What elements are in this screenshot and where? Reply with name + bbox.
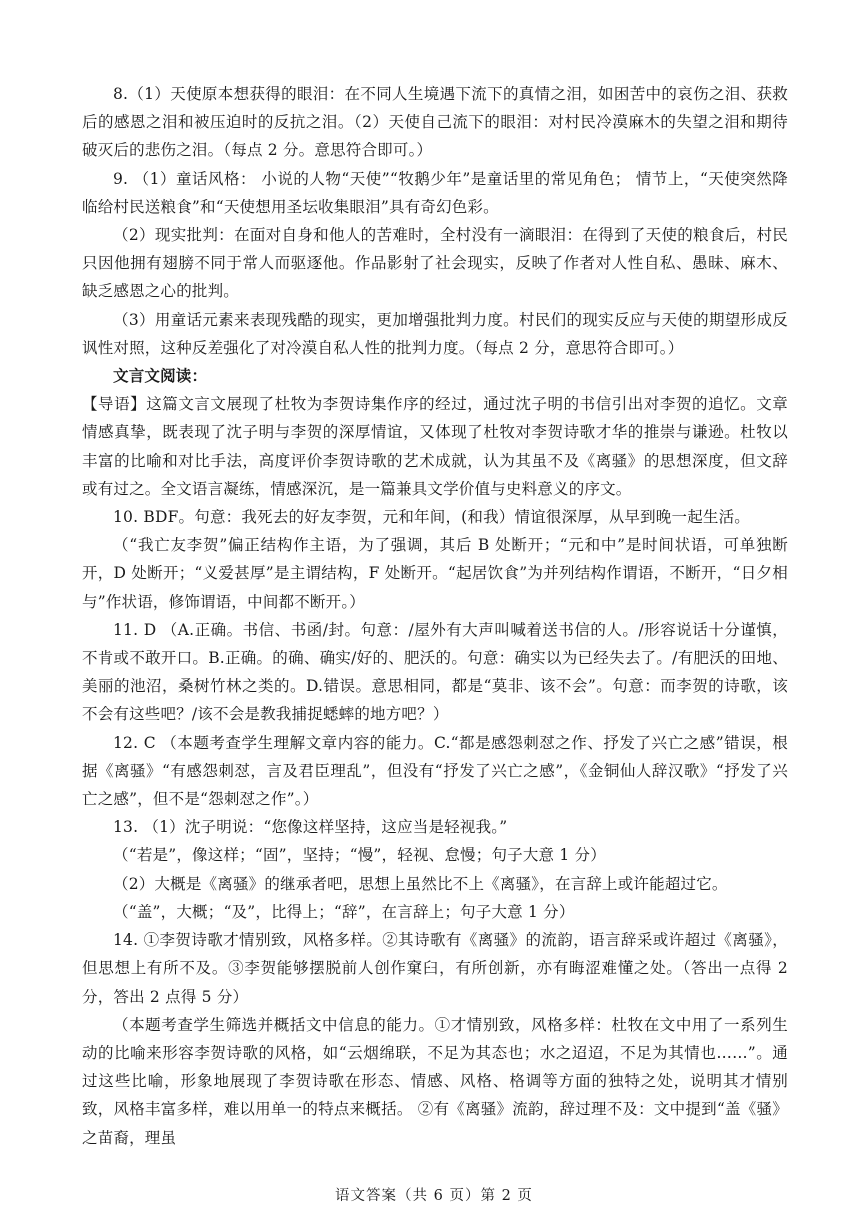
answer-q8: 8.（1）天使原本想获得的眼泪：在不同人生境遇下流下的真情之泪，如困苦中的哀伤之泪、获救后的感恩之泪和被压迫时的反抗之泪。（2）天使自己流下的眼泪：对村民冷漠麻木的失望之泪和期待破灭后的悲伤之泪。（每点 2 分。意思符合即可。） — [82, 85, 788, 160]
answer-q10: 10. BDF。句意：我死去的好友李贺，元和年间，(和我）情谊很深厚，从早到晚一起生活。 — [113, 508, 750, 527]
section-heading-classical-chinese: 文言文阅读： — [113, 366, 208, 386]
answer-q14: 14. ①李贺诗歌才情别致，风格多样。②其诗歌有《离骚》的流韵，语言辞采或许超过《离骚》，但思想上有所不及。③李贺能够摆脱前人创作窠臼，有所创新，亦有晦涩难懂之处。（答出一点得 2 分，答出 2 点得 5 分） — [82, 931, 788, 1006]
answer-q9-part3: （3）用童话元素来表现残酷的现实，更加增强批判力度。村民们的现实反应与天使的期望形成反讽性对照，这种反差强化了对冷漠自私人性的批判力度。（每点 2 分，意思符合即可。） — [82, 310, 788, 357]
answer-q9-part1: 9. （1）童话风格： 小说的人物“天使”“牧鹅少年”是童话里的常见角色； 情节上，“天使突然降临给村民送粮食”和“天使想用圣坛收集眼泪”具有奇幻色彩。 — [82, 169, 788, 216]
answer-q10-explanation: （“我亡友李贺”偏正结构作主语，为了强调，其后 B 处断开；“元和中”是时间状语，可单独断开，D 处断开；“义爱甚厚”是主谓结构，F 处断开。“起居饮食”为并列结构作谓语，不断开，“日夕相与”作状语，修饰谓语，中间都不断开。） — [82, 536, 788, 611]
answer-q13-part2: （2）大概是《离骚》的继承者吧，思想上虽然比不上《离骚》，在言辞上或许能超过它。 — [113, 874, 728, 893]
answer-q9-part2: （2）现实批判：在面对自身和他人的苦难时，全村没有一滴眼泪：在得到了天使的粮食后，村民只因他拥有翅膀不同于常人而驱逐他。作品影射了社会现实，反映了作者对人性自私、愚昧、麻木、缺乏感恩之心的批判。 — [82, 226, 788, 301]
answer-q13-part1-note: （“若是”，像这样；“固”，坚持；“慢”，轻视、怠慢；句子大意 1 分） — [113, 846, 606, 865]
answer-content — [82, 80, 788, 1152]
intro-paragraph: 【导语】这篇文言文展现了杜牧为李贺诗集作序的经过，通过沈子明的书信引出对李贺的追忆。文章情感真挚，既表现了沈子明与李贺的深厚情谊，又体现了杜牧对李贺诗歌才华的推崇与谦逊。杜牧以丰富的比喻和对比手法，高度评价李贺诗歌的艺术成就，认为其虽不及《离骚》的思想深度，但文辞或有过之。全文语言凝练，情感深沉，是一篇兼具文学价值与史料意义的序文。 — [82, 395, 788, 498]
page-footer: 语文答案（共 6 页）第 2 页 — [335, 1188, 533, 1204]
answer-q12: 12. C （本题考查学生理解文章内容的能力。C.“都是感怨刺怼之作、抒发了兴亡之感”错误，根据《离骚》“有感怨刺怼，言及君臣理乱”，但没有“抒发了兴亡之感”，《金铜仙人辞汉歌》“抒发了兴亡之感”，但不是“怨刺怼之作”。） — [82, 733, 788, 809]
answer-q13-part2-note: （“盖”，大概；“及”，比得上；“辞”，在言辞上；句子大意 1 分） — [113, 902, 575, 921]
answer-q13-part1: 13. （1）沈子明说：“您像这样坚持，这应当是轻视我。” — [113, 818, 508, 837]
answer-q11: 11. D （A.正确。书信、书函/封。句意：/屋外有大声叫喊着送书信的人。/形容说话十分谨慎，不肯或不敢开口。B.正确。的确、确实/好的、肥沃的。句意：确实以为已经失去了。/有肥沃的田地、美丽的池沼，桑树竹林之类的。D.错误。意思相同，都是“莫非、该不会”。句意：而李贺的诗歌，该不会有这些吧？/该不会是教我捕捉蟋蟀的地方吧？） — [82, 620, 788, 724]
answer-q14-explanation: （本题考查学生筛选并概括文中信息的能力。①才情别致，风格多样：杜牧在文中用了一系列生动的比喻来形容李贺诗歌的风格，如“云烟绵联，不足为其态也；水之迢迢，不足为其情也……”。通过这些比喻，形象地展现了李贺诗歌在形态、情感、风格、格调等方面的独特之处，说明其才情别致，风格丰富多样，难以用单一的特点来概括。 ②有《离骚》流韵，辞过理不及：文中提到“盖《骚》之苗裔，理虽 — [82, 1015, 788, 1147]
